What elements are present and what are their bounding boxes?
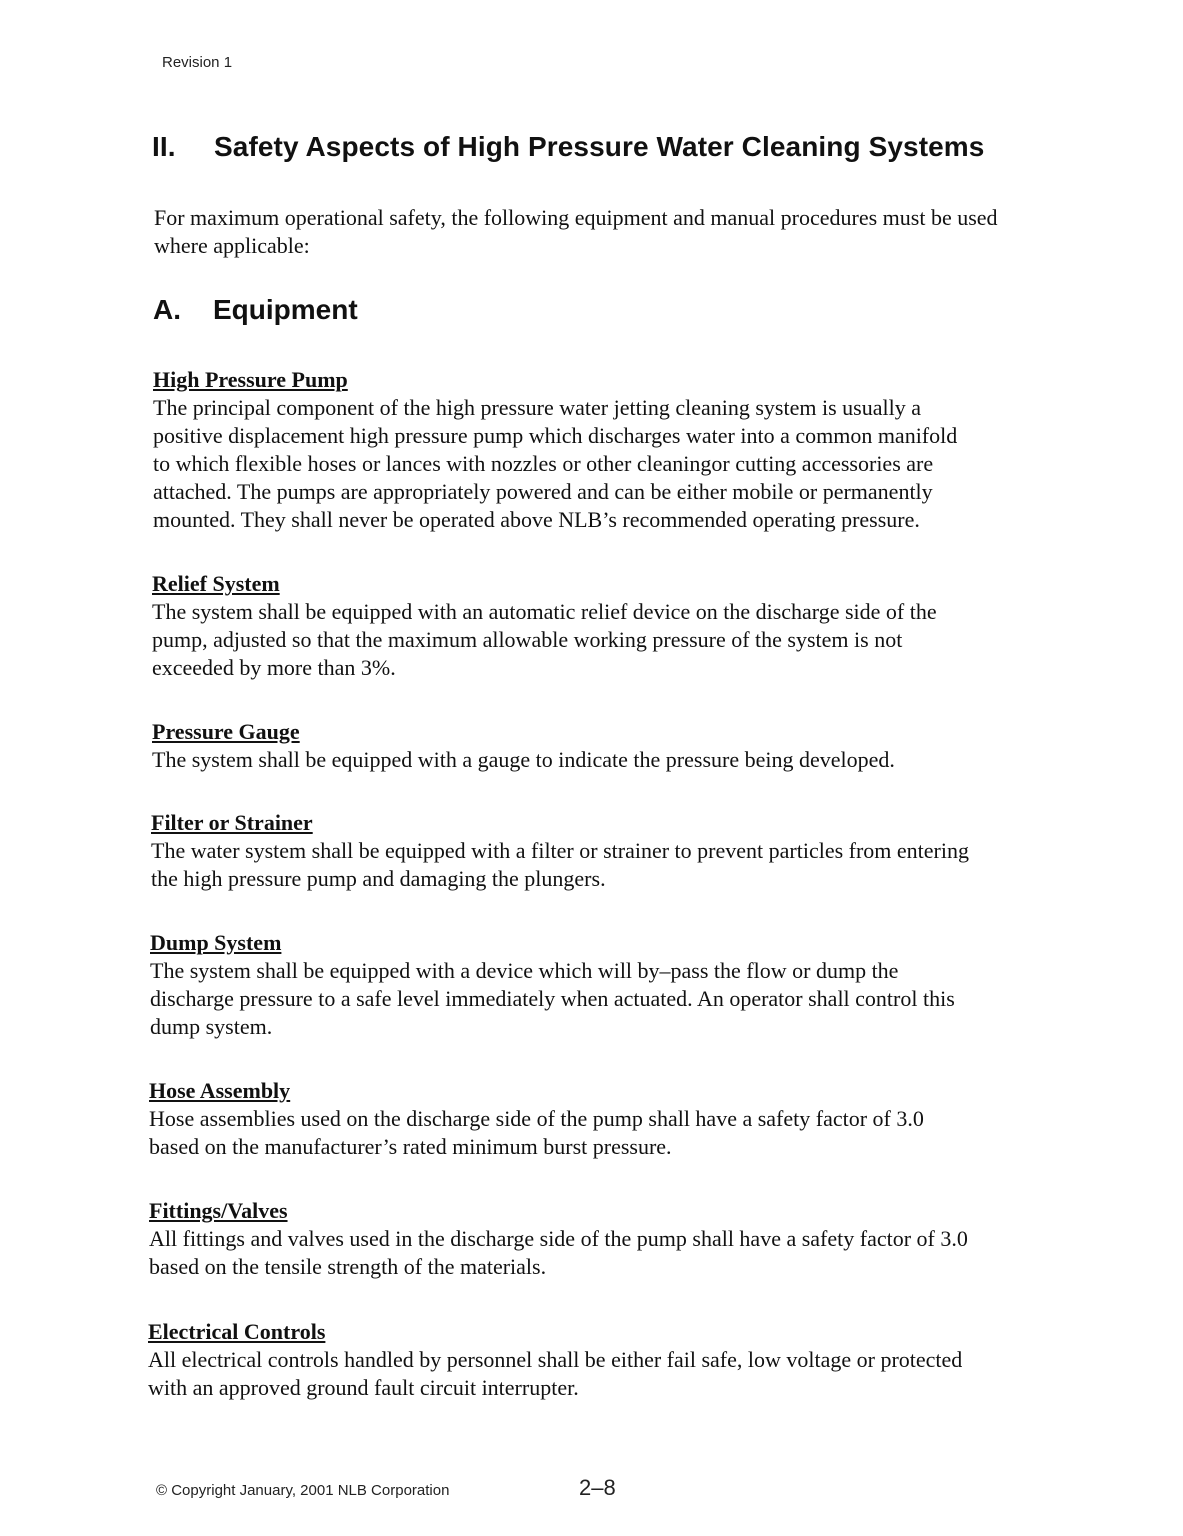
item-body	[149, 1225, 1069, 1281]
item-line: the high pressure pump and damaging the plungers.	[151, 866, 606, 891]
item-line: mounted. They shall never be operated above NLB’s recommended operating pressure.	[153, 507, 920, 532]
item-line: The system shall be equipped with a device which will by–pass the flow or dump the	[150, 958, 899, 983]
item-line: to which flexible hoses or lances with nozzles or other cleaningor cutting accessories are	[153, 451, 934, 476]
item-title: Fittings/Valves	[149, 1198, 288, 1223]
item-line: exceeded by more than 3%.	[152, 655, 396, 680]
equipment-item-high-pressure-pump	[153, 366, 1068, 534]
footer-copyright: © Copyright January, 2001 NLB Corporation	[156, 1482, 450, 1499]
section-letter: A.	[153, 294, 181, 325]
section-heading	[153, 294, 358, 326]
item-line: The system shall be equipped with an automatic relief device on the discharge side of the	[152, 599, 937, 624]
item-body	[153, 394, 1068, 534]
item-body	[148, 1346, 1063, 1402]
equipment-item-fittings-valves	[149, 1197, 1069, 1281]
item-title: Filter or Strainer	[151, 810, 313, 835]
item-title: Dump System	[150, 930, 282, 955]
page-number: 2–8	[579, 1475, 616, 1500]
item-title: Relief System	[152, 571, 280, 596]
item-body	[152, 598, 1067, 682]
chapter-heading	[152, 131, 984, 163]
equipment-item-hose-assembly	[149, 1077, 1064, 1161]
equipment-item-electrical-controls	[148, 1318, 1063, 1402]
chapter-number: II.	[152, 131, 176, 162]
item-title: High Pressure Pump	[153, 367, 348, 392]
equipment-item-dump-system	[150, 929, 1065, 1041]
item-body	[152, 746, 1067, 774]
item-line: The water system shall be equipped with a filter or strainer to prevent particles from entering	[151, 838, 969, 863]
item-title: Pressure Gauge	[152, 719, 300, 744]
item-line: Hose assemblies used on the discharge side of the pump shall have a safety factor of 3.0	[149, 1106, 924, 1131]
item-line: All electrical controls handled by personnel shall be either fail safe, low voltage or protected	[148, 1347, 963, 1372]
item-line: attached. The pumps are appropriately powered and can be either mobile or permanently	[153, 479, 933, 504]
item-line: discharge pressure to a safe level immediately when actuated. An operator shall control this	[150, 986, 955, 1011]
chapter-title: Safety Aspects of High Pressure Water Cleaning Systems	[214, 131, 985, 162]
item-line: The principal component of the high pressure water jetting cleaning system is usually a	[153, 395, 921, 420]
item-line: based on the manufacturer’s rated minimum burst pressure.	[149, 1134, 672, 1159]
equipment-item-relief-system	[152, 570, 1067, 682]
item-line: The system shall be equipped with a gauge to indicate the pressure being developed.	[152, 747, 895, 772]
item-line: based on the tensile strength of the materials.	[149, 1254, 547, 1279]
item-body	[149, 1105, 1064, 1161]
item-line: dump system.	[150, 1014, 273, 1039]
item-line: with an approved ground fault circuit interrupter.	[148, 1375, 579, 1400]
revision-label: Revision 1	[162, 54, 233, 71]
equipment-item-pressure-gauge	[152, 718, 1067, 774]
item-line: All fittings and valves used in the discharge side of the pump shall have a safety factor of 3.0	[149, 1226, 968, 1251]
item-title: Electrical Controls	[148, 1319, 326, 1344]
item-title: Hose Assembly	[149, 1078, 291, 1103]
item-line: positive displacement high pressure pump which discharges water into a common manifold	[153, 423, 958, 448]
item-body	[151, 837, 1071, 893]
item-line: pump, adjusted so that the maximum allowable working pressure of the system is not	[152, 627, 903, 652]
section-title: Equipment	[213, 294, 358, 325]
item-body	[150, 957, 1065, 1041]
intro-paragraph: For maximum operational safety, the following equipment and manual procedures must be used where applicable:	[154, 205, 998, 258]
equipment-item-filter-or-strainer	[151, 809, 1071, 893]
